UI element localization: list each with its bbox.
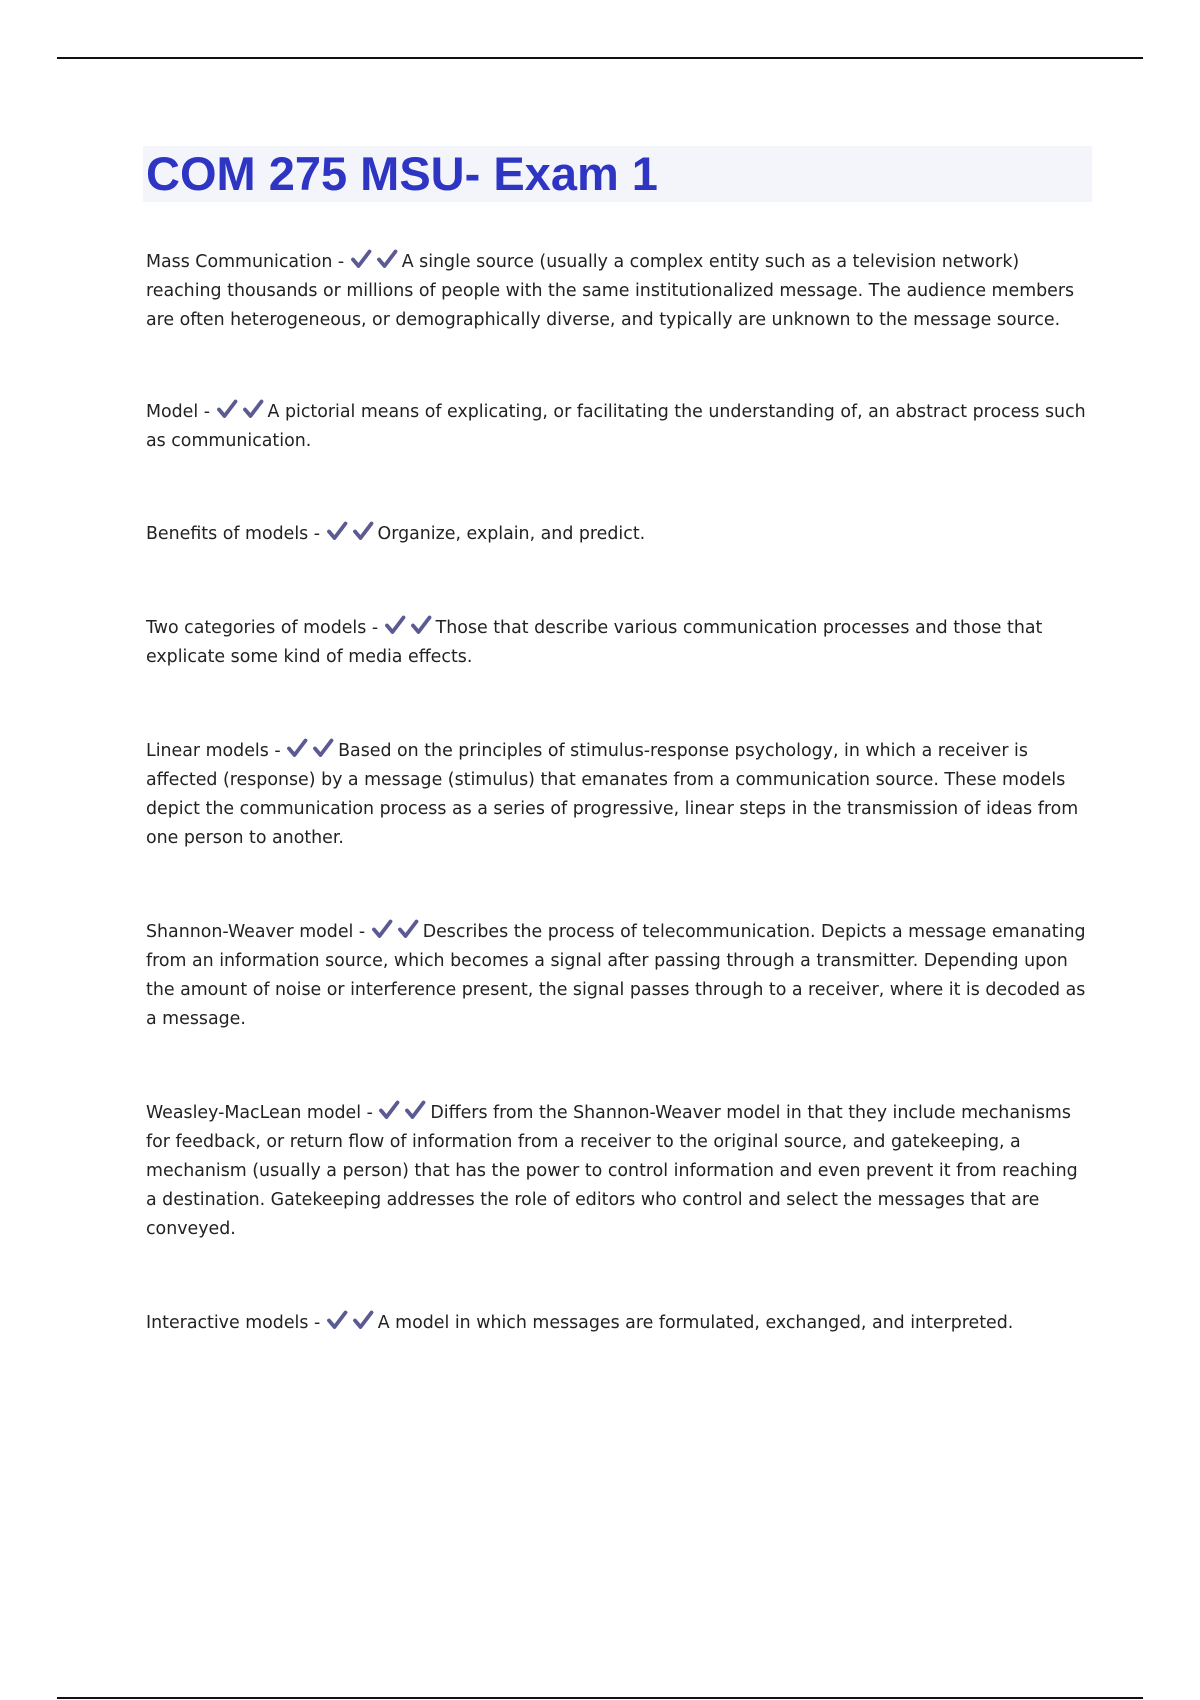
entry-shannon-weaver <box>146 918 1091 1034</box>
entry-definition: A model in which messages are formulated, exchanged, and interpreted. <box>377 1313 1014 1333</box>
check-icon <box>326 520 348 542</box>
entry-term: Weasley-MacLean model - <box>146 1103 379 1123</box>
page-title: COM 275 MSU- Exam 1 <box>146 147 658 200</box>
check-icon <box>384 614 406 636</box>
entry-weasley-maclean <box>146 1099 1091 1244</box>
check-icon <box>352 1309 374 1331</box>
entry-interactive-models <box>146 1309 1091 1338</box>
top-rule <box>57 57 1143 59</box>
bottom-rule <box>57 1697 1143 1699</box>
check-icon <box>397 918 419 940</box>
entries-list <box>146 248 1091 1338</box>
check-icon <box>312 737 334 759</box>
entry-definition: A single source (usually a complex entity such as a television network) reaching thousands or millions of people with the same institutionalized message. The audience members are often heterogeneous, or demographically diverse, and typically are unknown to the message source. <box>146 252 1075 330</box>
entry-definition: Those that describe various communication processes and those that explicate some kind of media effects. <box>146 618 1043 667</box>
check-icon <box>410 614 432 636</box>
entry-term: Interactive models - <box>146 1313 326 1333</box>
check-icon <box>286 737 308 759</box>
entry-term: Model - <box>146 402 216 422</box>
entry-benefits-of-models <box>146 520 1091 549</box>
check-icon <box>352 520 374 542</box>
entry-two-categories <box>146 614 1091 672</box>
entry-definition: Organize, explain, and predict. <box>377 524 646 544</box>
title-band <box>143 146 1092 202</box>
entry-mass-communication <box>146 248 1091 335</box>
entry-model <box>146 398 1091 456</box>
check-icon <box>326 1309 348 1331</box>
entry-term: Benefits of models - <box>146 524 326 544</box>
entry-term: Two categories of models - <box>146 618 384 638</box>
check-icon <box>378 1099 400 1121</box>
check-icon <box>376 248 398 270</box>
entry-term: Mass Communication - <box>146 252 350 272</box>
entry-term: Linear models - <box>146 741 287 761</box>
entry-definition: Based on the principles of stimulus-response psychology, in which a receiver is affected (response) by a message (stimulus) that emanates from a communication source. These models depict the communication process as a series of progressive, linear steps in the transmission of ideas from one person to another. <box>146 741 1079 848</box>
entry-term: Shannon-Weaver model - <box>146 922 371 942</box>
entry-definition: Differs from the Shannon-Weaver model in that they include mechanisms for feedback, or return flow of information from a receiver to the original source, and gatekeeping, a mechanism (usually a person) that has the power to control information and even prevent it from reaching a destination. Gatekeeping addresses the role of editors who control and select the messages that are conveyed. <box>146 1103 1078 1239</box>
check-icon <box>216 398 238 420</box>
check-icon <box>371 918 393 940</box>
check-icon <box>242 398 264 420</box>
entry-definition: Describes the process of telecommunication. Depicts a message emanating from an information source, which becomes a signal after passing through a transmitter. Depending upon the amount of noise or interference present, the signal passes through to a receiver, where it is decoded as a message. <box>146 922 1086 1029</box>
entry-linear-models <box>146 737 1091 853</box>
check-icon <box>404 1099 426 1121</box>
entry-definition: A pictorial means of explicating, or facilitating the understanding of, an abstract process such as communication. <box>146 402 1086 451</box>
check-icon <box>350 248 372 270</box>
